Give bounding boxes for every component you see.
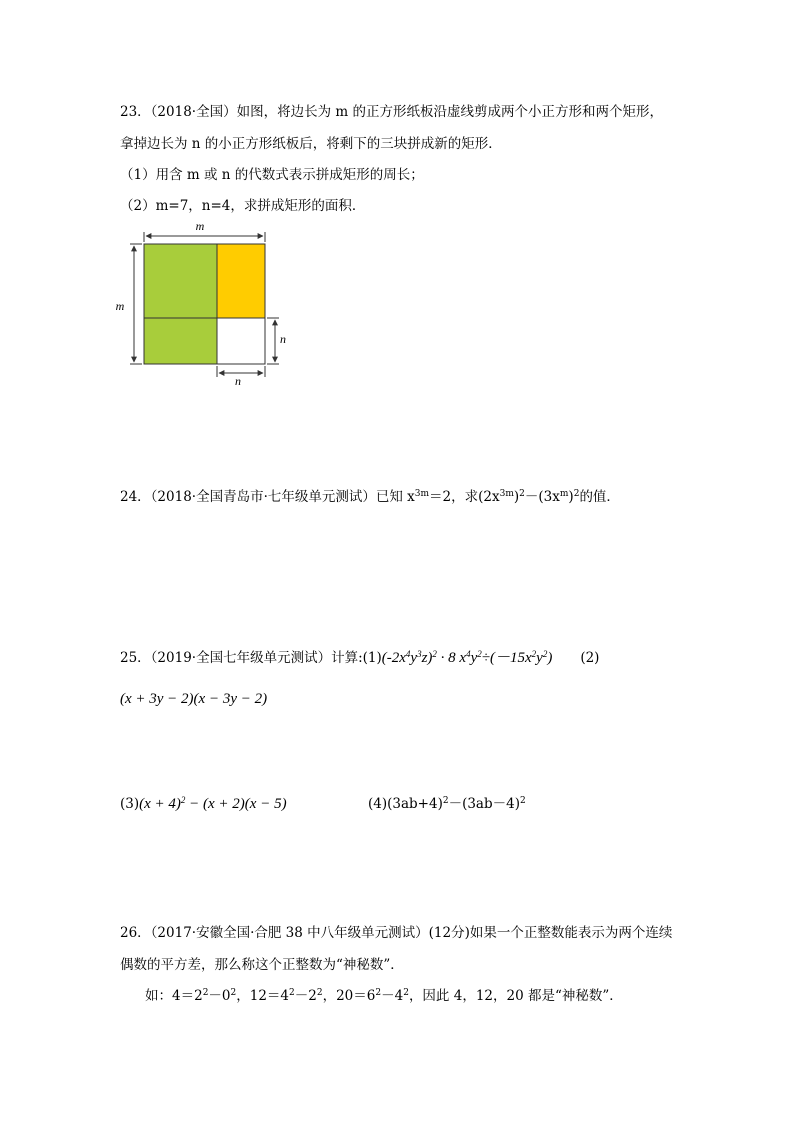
green-square	[144, 244, 217, 318]
q25-part-3-label: (3)	[120, 796, 140, 812]
q24-text: 24．（2018·全国青岛市·七年级单元测试）已知 x	[120, 489, 415, 505]
q24-text: )	[513, 489, 520, 505]
q26-example: 如：$4=2^2-0^2$，$12=4^2-2^2$，$20=6^2-4^2$，因此 4，12，20 都是“神秘数”．	[145, 988, 623, 1004]
q25-part-2-expression: (x + 3y − 2)(x − 3y − 2)	[120, 691, 268, 707]
yellow-rectangle	[217, 244, 265, 318]
q23-square-figure	[114, 218, 284, 388]
superscript: 3m	[414, 489, 430, 499]
q23-line-2: 拿掉边长为 n 的小正方形纸板后，将剩下的三块拼成新的矩形．	[120, 136, 502, 152]
superscript: 2	[573, 489, 580, 499]
q25-part-1-expression: $(-2x^4y^3z)^2 \cdot 8$ $x^4y^2\div(-15x^2y^2)$	[381, 649, 553, 666]
q26-line-2: 偶数的平方差，那么称这个正整数为“神秘数”．	[120, 957, 404, 973]
label-n-right: n	[280, 332, 286, 346]
superscript: 3m	[499, 489, 514, 499]
q25-line-1	[120, 648, 599, 668]
q24-text: )	[568, 489, 574, 505]
q24-text: ＝2，求(2x	[429, 489, 500, 505]
q25-line-3	[120, 794, 287, 814]
q24-text: －(3x	[524, 489, 560, 505]
q23-part-2: （2）m=7，n=4，求拼成矩形的面积．	[120, 198, 366, 214]
q26-line-1: 26．（2017·安徽全国·合肥 38 中八年级单元测试）(12分)如果一个正整数能表示为两个连续	[120, 925, 673, 941]
q24-text: 的值．	[579, 489, 620, 505]
q25-part-4-label: (4)	[368, 796, 388, 812]
q25-part-4: $(4)(3ab+4)^2-(3ab-4)^2$	[368, 796, 526, 812]
q25-part-1-label: (1)	[362, 650, 382, 666]
superscript: 2	[519, 489, 525, 499]
q24-line	[120, 487, 620, 507]
superscript: m	[559, 489, 569, 499]
q23-part-1: （1）用含 m 或 n 的代数式表示拼成矩形的周长；	[120, 167, 424, 183]
q25-line-2	[120, 689, 267, 709]
q25-part-3-expression: $(x + 4)^2 - (x + 2)(x - 5)$	[139, 795, 287, 812]
label-m-top: m	[195, 219, 205, 233]
label-m-left: m	[115, 299, 125, 313]
q25-text: 25．（2019·全国七年级单元测试）计算:	[120, 650, 363, 666]
q25-part-2-label: (2)	[580, 650, 600, 666]
label-n-bottom: n	[235, 374, 241, 388]
q23-line-1: 23．（2018·全国）如图，将边长为 m 的正方形纸板沿虚线剪成两个小正方形和两个矩形，	[120, 104, 663, 120]
green-rectangle	[144, 318, 217, 364]
white-small-square	[217, 318, 265, 364]
